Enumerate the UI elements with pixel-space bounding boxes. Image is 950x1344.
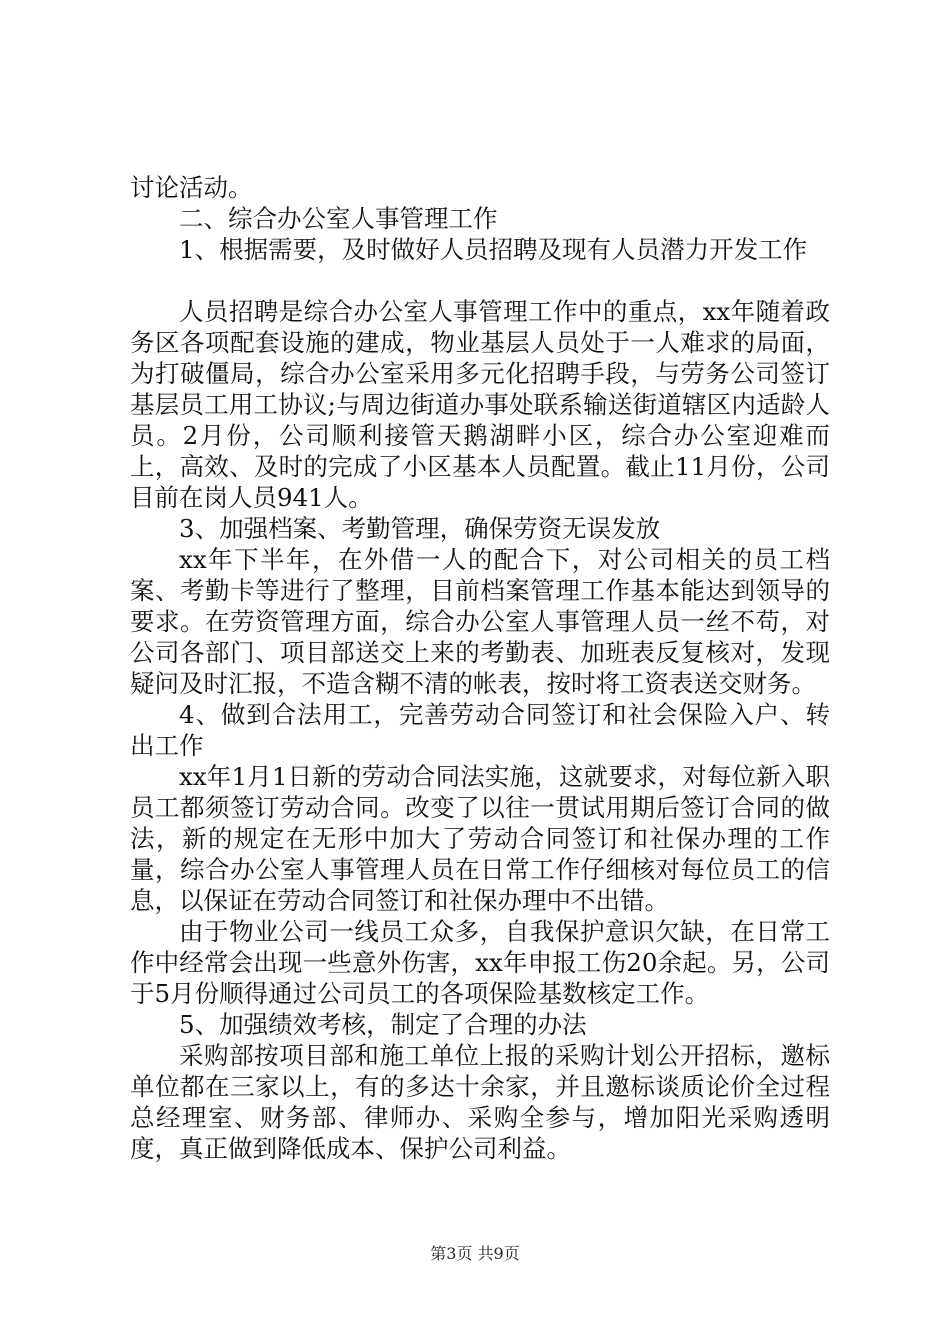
paragraph-contracts: xx年1月1日新的劳动合同法实施，这就要求，对每位新入职员工都须签订劳动合同。改变了以往一贯试用期后签订合同的做法，新的规定在无形中加大了劳动合同签订和社保办理的工作量，综合办公室人事管理人员在日常工作仔细核对每位员工的信息，以保证在劳动合同签订和社保办理中不出错。	[130, 762, 830, 915]
page-footer: 第3页 共9页	[430, 1244, 520, 1263]
subheading-archives: 3、加强档案、考勤管理，确保劳资无误发放	[179, 514, 661, 543]
paragraph-injuries: 由于物业公司一线员工众多，自我保护意识欠缺，在日常工作中经常会出现一些意外伤害，xx年申报工伤20余起。另，公司于5月份顺得通过公司员工的各项保险基数核定工作。	[130, 917, 830, 1008]
paragraph-recruitment: 人员招聘是综合办公室人事管理工作中的重点，xx年随着政务区各项配套设施的建成，物业基层人员处于一人难求的局面，为打破僵局，综合办公室采用多元化招聘手段，与劳务公司签订基层员工用工协议;与周边街道办事处联系输送街道辖区内适龄人员。2月份，公司顺利接管天鹅湖畔小区，综合办公室迎难而上，高效、及时的完成了小区基本人员配置。截止11月份，公司目前在岗人员941人。	[130, 297, 830, 512]
section-heading: 二、综合办公室人事管理工作	[179, 204, 498, 233]
paragraph-1: 讨论活动。	[130, 173, 253, 202]
paragraph-archives: xx年下半年，在外借一人的配合下，对公司相关的员工档案、考勤卡等进行了整理，目前档案管理工作基本能达到领导的要求。在劳资管理方面，综合办公室人事管理人员一丝不苟，对公司各部门、项目部送交上来的考勤表、加班表反复核对，发现疑问及时汇报，不造含糊不清的帐表，按时将工资表送交财务。	[130, 545, 830, 698]
paragraph-procurement: 采购部按项目部和施工单位上报的采购计划公开招标，邀标单位都在三家以上，有的多达十余家，并且邀标谈质论价全过程总经理室、财务部、律师办、采购全参与，增加阳光采购透明度，真正做到降低成本、保护公司利益。	[130, 1041, 830, 1163]
subheading-contracts: 4、做到合法用工，完善劳动合同签订和社会保险入户、转出工作	[130, 700, 830, 760]
subheading-performance: 5、加强绩效考核，制定了合理的办法	[179, 1010, 587, 1039]
subheading-recruitment: 1、根据需要，及时做好人员招聘及现有人员潜力开发工作	[179, 235, 808, 264]
document-body	[130, 172, 830, 1164]
